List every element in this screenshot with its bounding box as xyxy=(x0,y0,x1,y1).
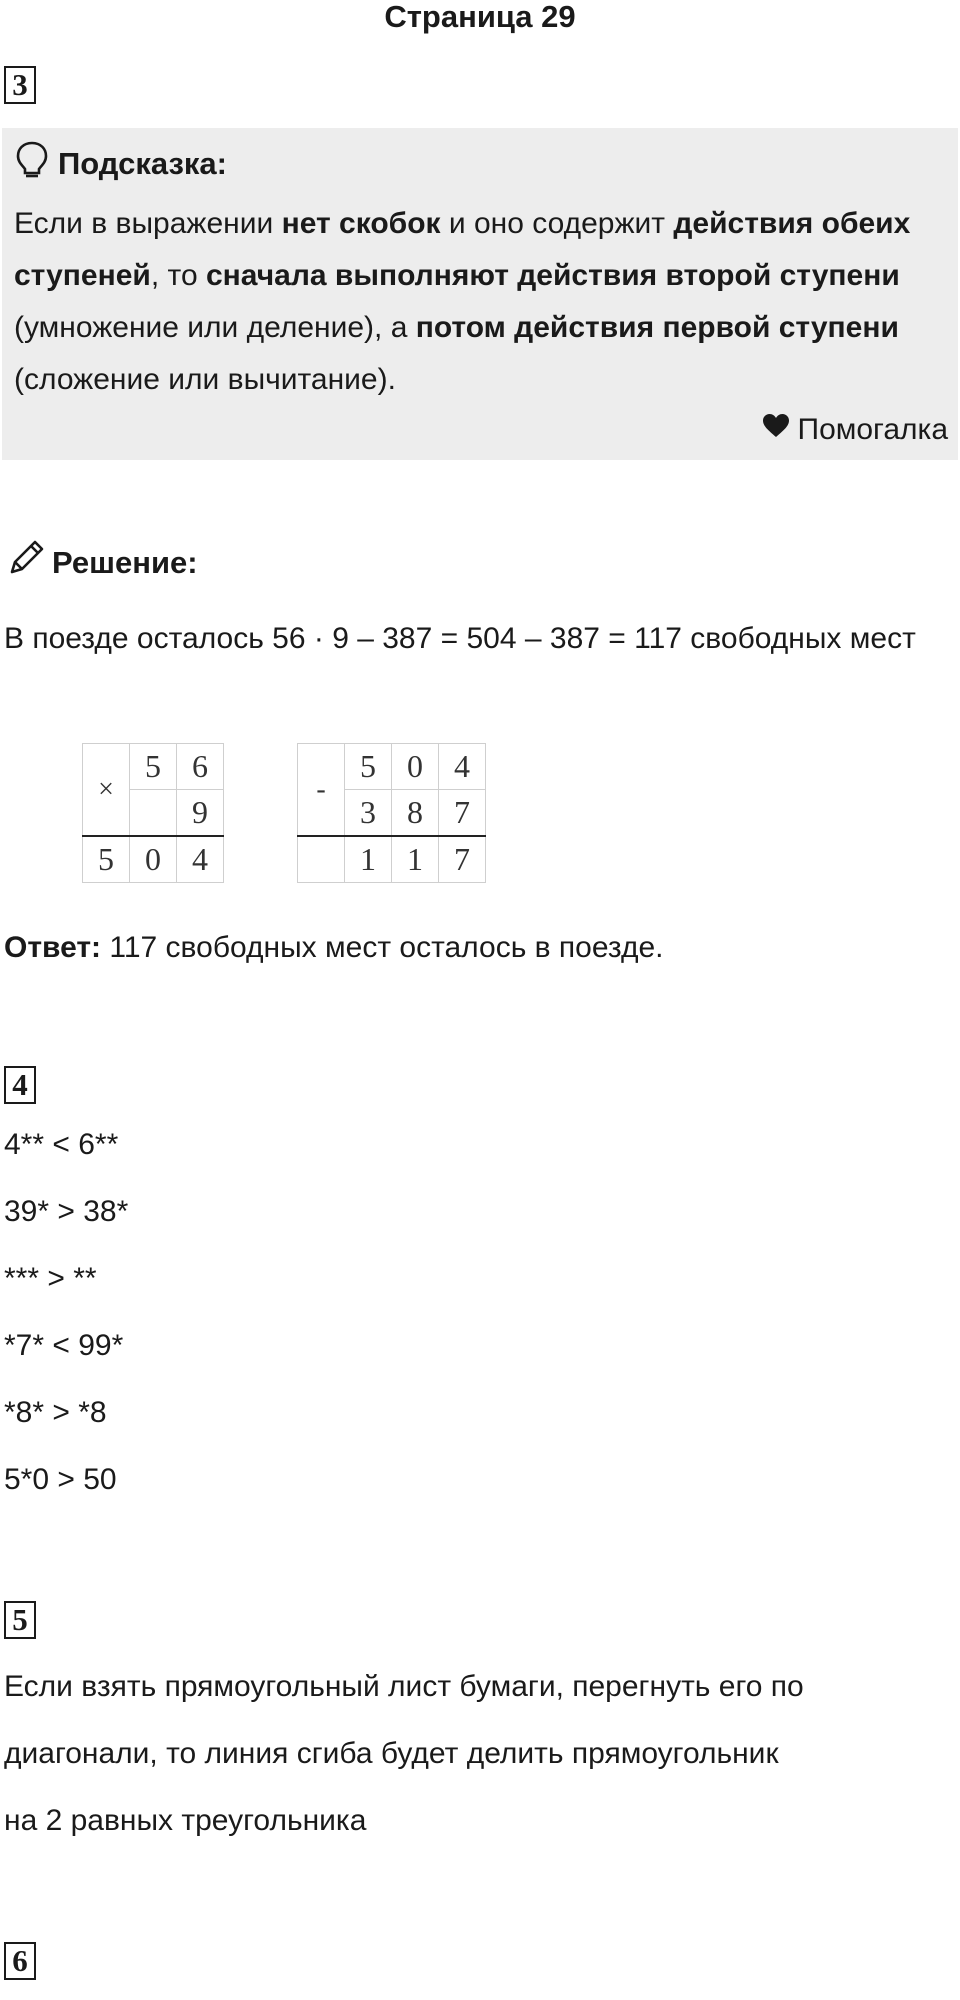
subtraction-table xyxy=(297,743,486,883)
mult-result-cell: 0 xyxy=(130,836,177,883)
lightbulb-icon xyxy=(14,140,50,188)
task-5-line: на 2 равных треугольника xyxy=(4,1804,367,1837)
hint-header xyxy=(14,140,227,188)
answer xyxy=(4,928,664,968)
task-4-line: *7* < 99* xyxy=(4,1329,124,1362)
solution-label: Решение: xyxy=(52,545,198,580)
sub-cell: 7 xyxy=(439,790,486,837)
minus-sign: - xyxy=(298,744,345,837)
pencil-icon xyxy=(6,538,46,588)
answer-label: Ответ: xyxy=(4,931,102,964)
sub-result-cell: 1 xyxy=(392,836,439,883)
hint-text: Если в выражении нет скобок и оно содержит действия обеих ступеней, то сначала выполняют действия второй ступени (умножение или деление), а потом действия первой ступени (сложение или вычитание). xyxy=(14,207,911,396)
hint-label: Подсказка: xyxy=(58,146,227,181)
task-4-line: 39* > 38* xyxy=(4,1195,129,1228)
task-3-number: 3 xyxy=(4,66,36,104)
sub-result-cell xyxy=(298,836,345,883)
sub-cell: 3 xyxy=(345,790,392,837)
sub-result-cell: 7 xyxy=(439,836,486,883)
sub-cell: 0 xyxy=(392,744,439,790)
hint-source-label: Помогалка xyxy=(797,413,948,446)
mult-cell: 6 xyxy=(177,744,224,790)
sub-cell: 8 xyxy=(392,790,439,837)
mult-cell: 9 xyxy=(177,790,224,837)
sub-cell: 4 xyxy=(439,744,486,790)
task-5-line: диагонали, то линия сгиба будет делить прямоугольник xyxy=(4,1737,779,1770)
task-4-line: 5*0 > 50 xyxy=(4,1463,117,1496)
task-4-line: 4** < 6** xyxy=(4,1128,119,1161)
task-4-number: 4 xyxy=(4,1066,36,1104)
mult-result-cell: 5 xyxy=(83,836,130,883)
multiply-sign: × xyxy=(83,744,130,837)
solution-text: В поезде осталось 56 · 9 – 387 = 504 – 387 = 117 свободных мест xyxy=(4,622,916,655)
task-4-line: *** > ** xyxy=(4,1262,97,1295)
multiplication-table xyxy=(82,743,224,883)
mult-cell: 5 xyxy=(130,744,177,790)
task-5-number: 5 xyxy=(4,1601,36,1639)
mult-result-cell: 4 xyxy=(177,836,224,883)
task-6-number: 6 xyxy=(4,1942,36,1980)
page-title: Страница 29 xyxy=(384,0,576,34)
sub-result-cell: 1 xyxy=(345,836,392,883)
task-5-line: Если взять прямоугольный лист бумаги, перегнуть его по xyxy=(4,1670,804,1703)
solution-header xyxy=(6,538,198,588)
task-4-line: *8* > *8 xyxy=(4,1396,107,1429)
heart-icon xyxy=(762,410,790,450)
hint-source xyxy=(762,410,949,450)
sub-cell: 5 xyxy=(345,744,392,790)
mult-cell xyxy=(130,790,177,837)
answer-text: 117 свободных мест осталось в поезде. xyxy=(101,931,664,964)
